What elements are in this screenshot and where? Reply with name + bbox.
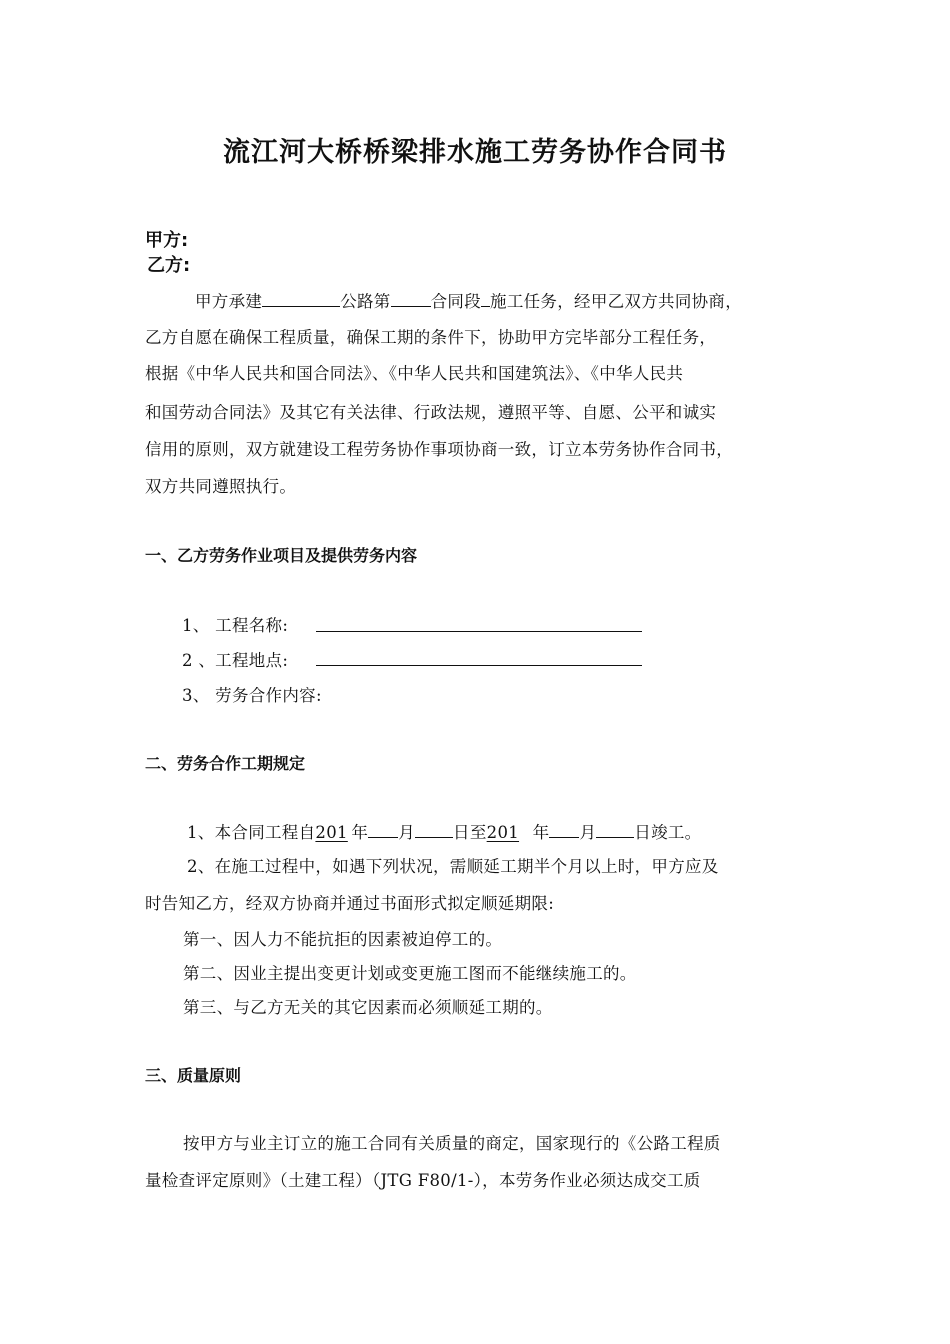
start-year: 201 xyxy=(315,823,348,842)
intro-line-6: 双方共同遵照执行。 xyxy=(145,477,297,496)
contract-title: 流江河大桥桥梁排水施工劳务协作合同书 xyxy=(223,137,727,168)
project-name-label: 1、 工程名称: xyxy=(182,616,289,635)
blank-task xyxy=(481,289,490,307)
duration-clause-1: 第一、因人力不能抗拒的因素被迫停工的。 xyxy=(183,930,503,949)
intro-line-3: 根据《中华人民共和国合同法》、《中华人民共和国建筑法》、《中华人民共 xyxy=(145,364,684,383)
quality-line-1: 按甲方与业主订立的施工合同有关质量的商定，国家现行的《公路工程质 xyxy=(183,1134,721,1153)
section-1-heading: 一、乙方劳务作业项目及提供劳务内容 xyxy=(145,546,418,565)
section-2-heading: 二、劳务合作工期规定 xyxy=(145,754,306,773)
quality-line-2: 量检查评定原则》（土建工程）（JTG F80/1-），本劳务作业必须达成交工质 xyxy=(145,1171,701,1190)
project-location-label: 2 、工程地点: xyxy=(182,651,289,670)
intro-line-1: 甲方承建 公路第 合同段 施工任务，经甲乙双方共同协商， xyxy=(195,288,742,312)
blank-start-day xyxy=(415,820,453,838)
intro-line-2: 乙方自愿在确保工程质量，确保工期的条件下，协助甲方完毕部分工程任务， xyxy=(145,328,717,347)
blank-start-month xyxy=(368,820,398,838)
duration-line-1: 1、本合同工程自201 年 月 日至201 年 月 日竣工。 xyxy=(187,819,701,843)
intro-line-4: 和国劳动合同法》及其它有关法律、行政法规，遵照平等、自愿、公平和诚实 xyxy=(145,403,717,422)
labor-content-label: 3、 劳务合作内容: xyxy=(182,686,322,705)
section-3-heading: 三、质量原则 xyxy=(145,1066,242,1085)
duration-clause-2: 第二、因业主提出变更计划或变更施工图而不能继续施工的。 xyxy=(183,964,637,983)
end-year: 201 xyxy=(486,823,520,842)
blank-end-month xyxy=(549,820,579,838)
duration-clause-3: 第三、与乙方无关的其它因素而必须顺延工期的。 xyxy=(183,998,553,1017)
blank-end-day xyxy=(596,820,634,838)
duration-line-3: 时告知乙方，经双方协商并通过书面形式拟定顺延期限: xyxy=(145,894,555,913)
project-name-field xyxy=(316,631,642,632)
party-b-label: 乙方: xyxy=(147,255,191,276)
duration-line-2: 2、在施工过程中，如遇下列状况，需顺延工期半个月以上时，甲方应及 xyxy=(187,857,719,876)
blank-section-no xyxy=(391,289,431,307)
blank-road-name xyxy=(262,289,340,307)
intro-line-5: 信用的原则，双方就建设工程劳务协作事项协商一致，订立本劳务协作合同书， xyxy=(145,440,733,459)
project-location-field xyxy=(316,665,642,666)
party-a-label: 甲方: xyxy=(145,230,189,251)
